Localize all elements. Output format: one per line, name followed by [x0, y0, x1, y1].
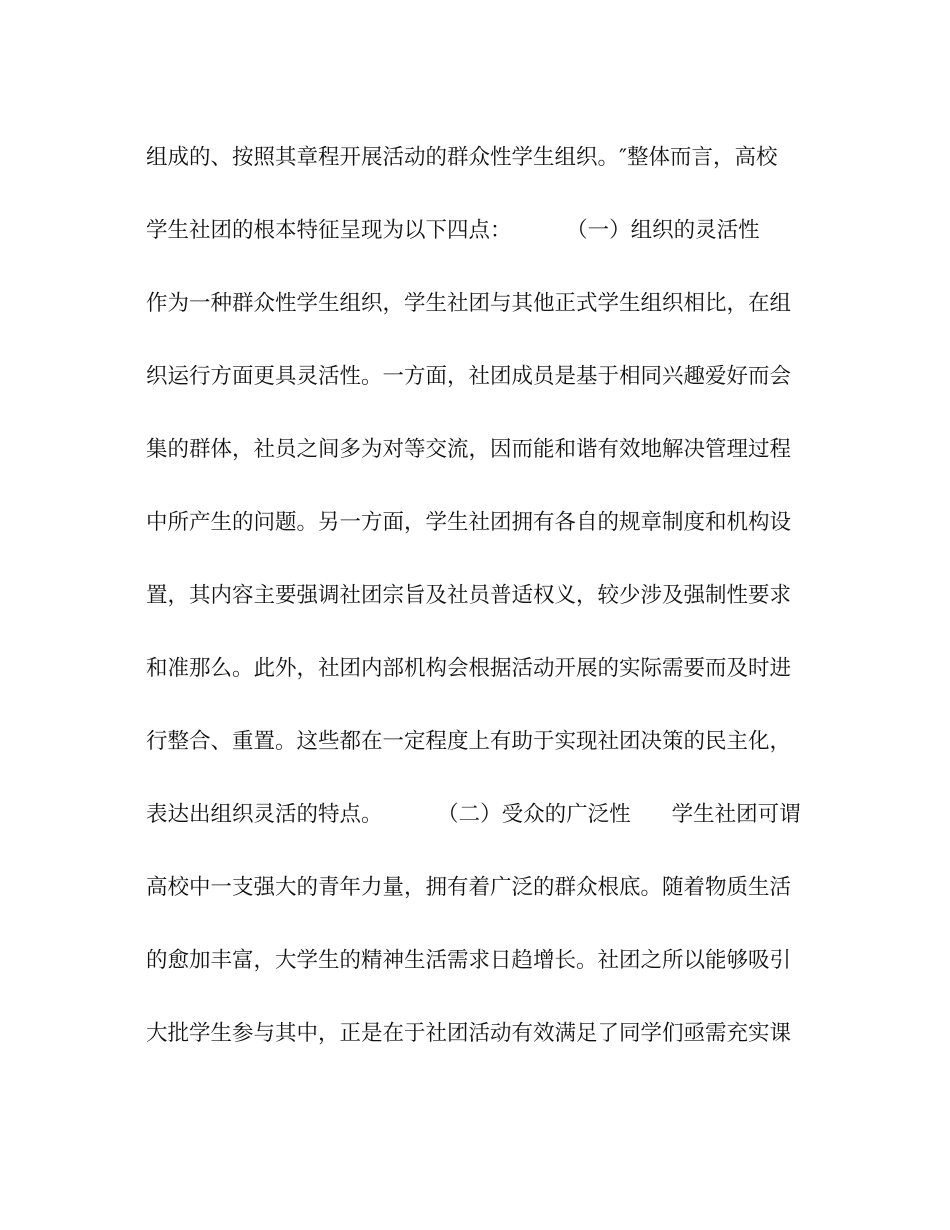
text-line: 置，其内容主要强调社团宗旨及社员普适权义，较少涉及强制性要求 — [146, 583, 792, 608]
text-line: 行整合、重置。这些都在一定程度上有助于实现社团决策的民主化， — [146, 729, 792, 754]
text-line: 的愈加丰富，大学生的精神生活需求日趋增长。社团之所以能够吸引 — [146, 948, 792, 973]
text-line: 组成的、按照其章程开展活动的群众性学生组织。″整体而言，高校 — [146, 145, 778, 170]
text-line: 表达出组织灵活的特点。 （二）受众的广泛性 学生社团可谓 — [146, 802, 801, 827]
text-line: 中所产生的问题。另一方面，学生社团拥有各自的规章制度和机构设 — [146, 510, 792, 535]
text-line: 大批学生参与其中，正是在于社团活动有效满足了同学们亟需充实课 — [146, 1021, 792, 1046]
body-text — [146, 136, 806, 1085]
text-line: 织运行方面更具灵活性。一方面，社团成员是基于相同兴趣爱好而会 — [146, 364, 792, 389]
text-line: 作为一种群众性学生组织，学生社团与其他正式学生组织相比，在组 — [146, 291, 792, 316]
text-line: 高校中一支强大的青年力量，拥有着广泛的群众根底。随着物质生活 — [146, 875, 792, 900]
text-line: 和准那么。此外，社团内部机构会根据活动开展的实际需要而及时进 — [146, 656, 792, 681]
text-line: 集的群体，社员之间多为对等交流，因而能和谐有效地解决管理过程 — [146, 437, 792, 462]
text-line: 学生社团的根本特征呈现为以下四点： （一）组织的灵活性 — [146, 218, 760, 243]
